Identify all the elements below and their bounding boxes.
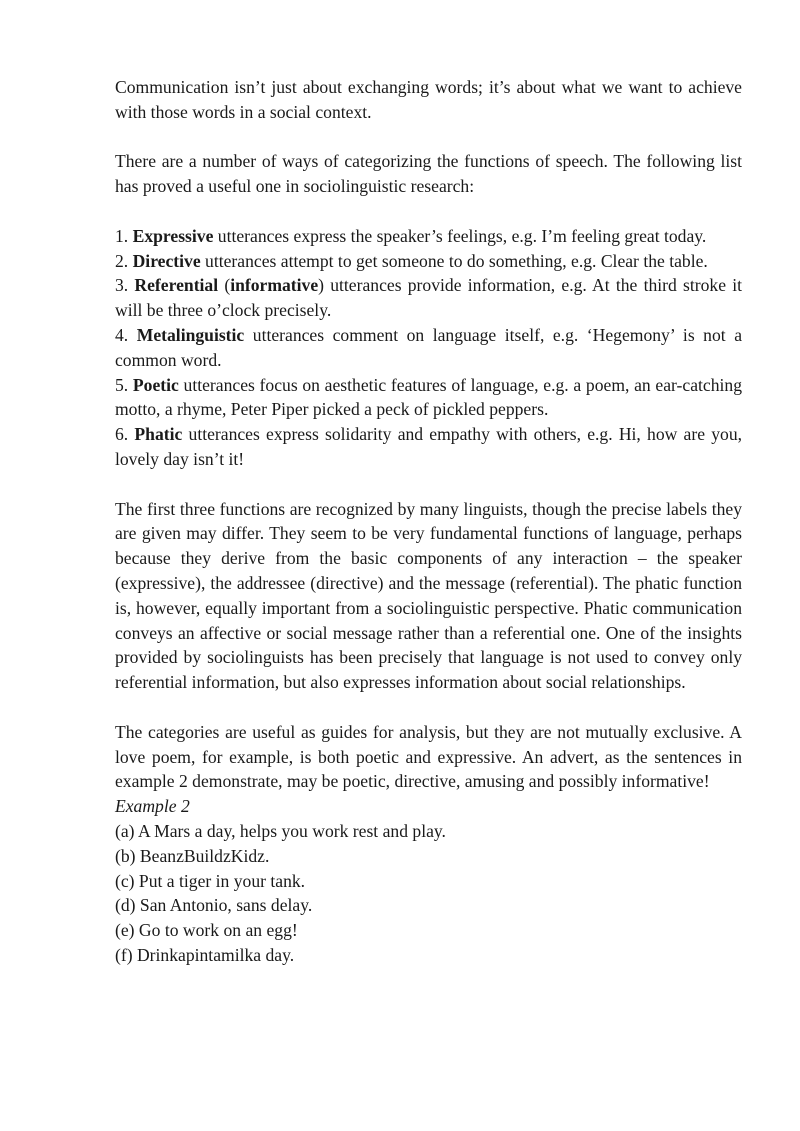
item-number: 6. [115,424,135,445]
functions-list [115,224,742,472]
function-term: Phatic [134,424,183,445]
function-item-poetic [115,373,742,423]
function-term: Metalinguistic [136,324,245,345]
function-description: utterances express solidarity and empathy with others, e.g. Hi, how are you, lovely day isn’t it! [115,424,743,469]
item-number: 4. [115,324,137,345]
function-alt-term: informative [230,275,319,296]
body-paragraph-3: The first three functions are recognized by many linguists, though the precise labels they are given may differ. They seem to be very fundamental functions of language, perhaps because they derive from the basic components of any interaction – the speaker (expressive), the addressee (directive) and the message (referential). The phatic function is, however, equally important from a sociolinguistic perspective. Phatic communication conveys an affective or social message rather than a referential one. One of the insights provided by sociolinguists has been precisely that language is not used to convey only referential information, but also expresses information about social relationships. [115,498,742,693]
example-line: (e) Go to work on an egg! [115,920,298,941]
paren-open: ( [218,275,231,296]
item-number: 2. [115,250,133,271]
function-term: Referential [134,275,219,296]
function-term: Directive [132,250,201,271]
intro-paragraph-1: Communication isn’t just about exchanging words; it’s about what we want to achieve with those words in a social context. [115,77,742,122]
example-line: (b) BeanzBuildzKidz. [115,845,270,866]
paragraph-gap [115,199,742,224]
item-number: 1. [115,225,133,246]
example-line: (f) Drinkapintamilka day. [115,944,295,965]
paragraph-gap [115,125,742,150]
intro-paragraph-2: There are a number of ways of categorizing the functions of speech. The following list has proved a useful one in sociolinguistic research: [115,151,742,197]
example-line: (c) Put a tiger in your tank. [115,870,306,891]
example-line: (d) San Antonio, sans delay. [115,895,313,916]
paragraph-gap [115,472,742,497]
item-number: 5. [115,374,133,395]
body-paragraph-4: The categories are useful as guides for analysis, but they are not mutually exclusive. A love poem, for example, is both poetic and expressive. An advert, as the sentences in example 2 demonstrate, may be poetic, directive, amusing and possibly informative! [115,721,742,792]
function-description: utterances provide information, e.g. At the third stroke it will be three o’clock precisely. [115,275,743,321]
function-description: utterances comment on language itself, e.g. ‘Hegemony’ is not a common word. [115,324,743,370]
function-description: utterances focus on aesthetic features of language, e.g. a poem, an ear-catching motto, a rhyme, Peter Piper picked a peck of pickled peppers. [115,374,743,420]
item-number: 3. [115,275,135,296]
paren-close: ) [318,275,325,296]
example-line: (a) A Mars a day, helps you work rest and play. [115,820,446,841]
example-list [115,819,742,968]
example-heading: Example 2 [115,796,190,817]
paragraph-gap [115,695,742,720]
function-item-metalinguistic [115,323,742,373]
function-term: Expressive [132,225,214,246]
document-body [115,75,742,968]
function-item-phatic [115,422,742,472]
function-item-directive [115,249,742,274]
function-term: Poetic [132,374,179,395]
function-item-expressive [115,224,742,249]
function-item-referential [115,273,742,323]
function-description: utterances express the speaker’s feelings, e.g. I’m feeling great today. [213,225,707,246]
function-description: utterances attempt to get someone to do something, e.g. Clear the table. [200,250,708,271]
